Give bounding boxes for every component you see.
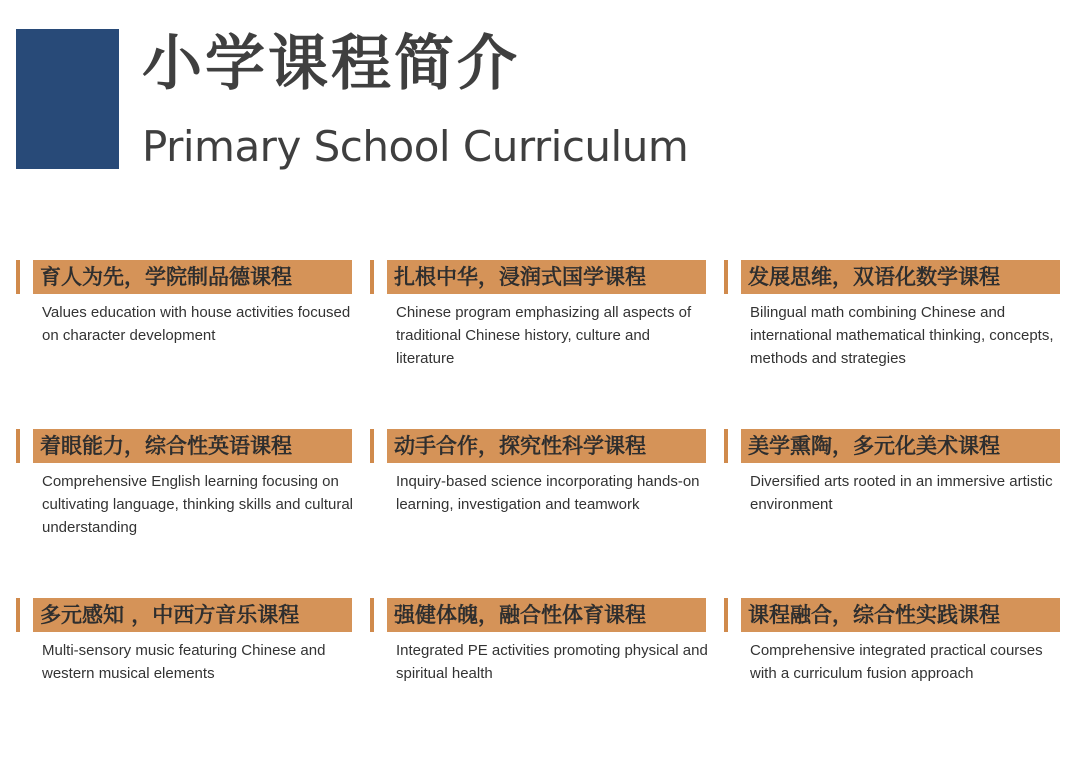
course-description: Comprehensive English learning focusing on cultivating language, thinking skills and cultural understanding <box>42 473 354 536</box>
course-title-bar <box>370 429 706 463</box>
page-title-english: Primary School Curriculum <box>142 122 689 171</box>
course-description: Comprehensive integrated practical courses with a curriculum fusion approach <box>750 642 1043 682</box>
page-title-chinese: 小学课程简介 <box>142 29 520 99</box>
course-bar-stripe <box>16 260 20 294</box>
course-bar-stripe <box>724 260 728 294</box>
course-title: 动手合作，探究性科学课程 <box>394 434 646 458</box>
course-title: 着眼能力，综合性英语课程 <box>40 434 292 458</box>
course-bar-stripe <box>16 429 20 463</box>
course-title: 强健体魄，融合性体育课程 <box>394 603 646 627</box>
course-bar-stripe <box>724 598 728 632</box>
course-description: Bilingual math combining Chinese and international mathematical thinking, concepts, methods and strategies <box>750 304 1054 367</box>
course-bar-stripe <box>724 429 728 463</box>
course-title-bar <box>370 598 706 632</box>
course-title: 发展思维，双语化数学课程 <box>748 265 1000 289</box>
course-title: 育人为先，学院制品德课程 <box>40 265 292 289</box>
course-title-bar <box>724 260 1060 294</box>
course-title: 课程融合，综合性实践课程 <box>748 603 1000 627</box>
header-accent-block <box>16 29 119 169</box>
course-title-bar <box>724 429 1060 463</box>
course-description: Multi-sensory music featuring Chinese and western musical elements <box>42 642 326 682</box>
course-title-bar <box>16 429 352 463</box>
course-description: Chinese program emphasizing all aspects of traditional Chinese history, culture and literature <box>396 304 692 367</box>
course-title: 多元感知 ，中西方音乐课程 <box>40 603 300 627</box>
course-bar-stripe <box>370 429 374 463</box>
course-title-bar <box>370 260 706 294</box>
course-title: 扎根中华，浸润式国学课程 <box>394 265 646 289</box>
course-title-bar <box>16 598 352 632</box>
course-bar-stripe <box>370 260 374 294</box>
course-title-bar <box>724 598 1060 632</box>
course-title: 美学熏陶，多元化美术课程 <box>748 434 1000 458</box>
course-bar-stripe <box>370 598 374 632</box>
course-description: Integrated PE activities promoting physical and spiritual health <box>396 642 708 682</box>
course-description: Diversified arts rooted in an immersive artistic environment <box>750 473 1053 513</box>
course-title-bar <box>16 260 352 294</box>
course-description: Values education with house activities focused on character development <box>42 304 351 344</box>
course-bar-stripe <box>16 598 20 632</box>
course-description: Inquiry-based science incorporating hands-on learning, investigation and teamwork <box>396 473 700 513</box>
